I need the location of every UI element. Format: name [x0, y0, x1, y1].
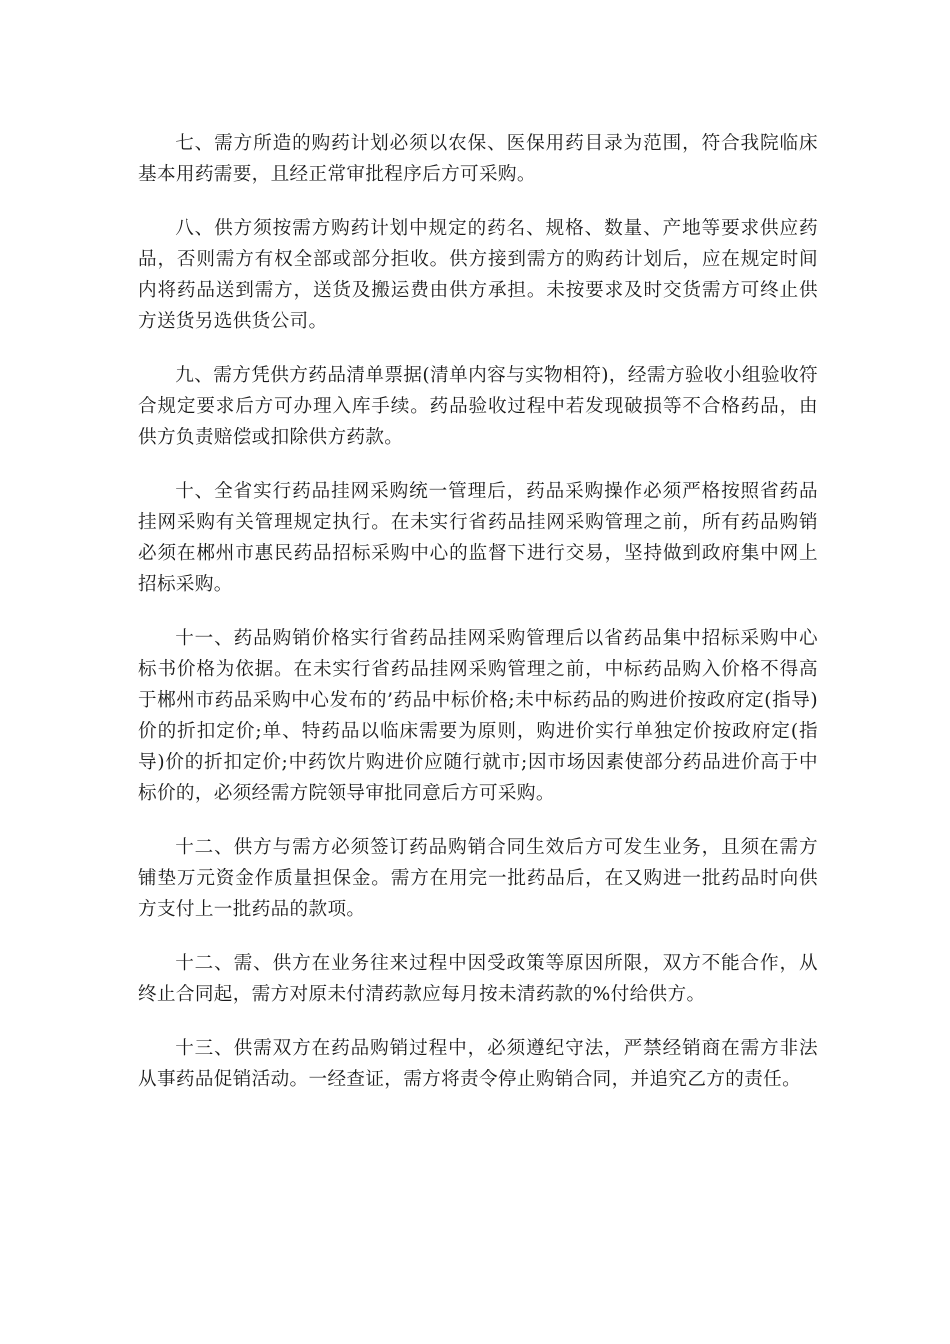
clause-13-paragraph: 十三、供需双方在药品购销过程中，必须遵纪守法，严禁经销商在需方非法从事药品促销活动。一经查证，需方将责令停止购销合同，并追究乙方的责任。	[138, 1038, 818, 1090]
clause-8-paragraph: 八、供方须按需方购药计划中规定的药名、规格、数量、产地等要求供应药品，否则需方有权全部或部分拒收。供方接到需方的购药计划后，应在规定时间内将药品送到需方，送货及搬运费由供方承担。未按要求及时交货需方可终止供方送货另选供货公司。	[138, 218, 818, 332]
document-body	[138, 128, 818, 1118]
clause-9-paragraph: 九、需方凭供方药品清单票据(清单内容与实物相符)，经需方验收小组验收符合规定要求后方可办理入库手续。药品验收过程中若发现破损等不合格药品，由供方负责赔偿或扣除供方药款。	[138, 365, 818, 448]
clause-7-paragraph: 七、需方所造的购药计划必须以农保、医保用药目录为范围，符合我院临床基本用药需要，且经正常审批程序后方可采购。	[138, 133, 818, 185]
clause-12b-paragraph: 十二、需、供方在业务往来过程中因受政策等原因所限，双方不能合作，从终止合同起，需方对原未付清药款应每月按未清药款的%付给供方。	[138, 953, 818, 1005]
clause-12-paragraph: 十二、供方与需方必须签订药品购销合同生效后方可发生业务，且须在需方铺垫万元资金作质量担保金。需方在用完一批药品后，在又购进一批药品时向供方支付上一批药品的款项。	[138, 837, 818, 920]
clause-10-paragraph: 十、全省实行药品挂网采购统一管理后，药品采购操作必须严格按照省药品挂网采购有关管理规定执行。在未实行省药品挂网采购管理之前，所有药品购销必须在郴州市惠民药品招标采购中心的监督下进行交易，坚持做到政府集中网上招标采购。	[138, 481, 818, 595]
clause-11-paragraph: 十一、药品购销价格实行省药品挂网采购管理后以省药品集中招标采购中心标书价格为依据。在未实行省药品挂网采购管理之前，中标药品购入价格不得高于郴州市药品采购中心发布的’药品中标价格;未中标药品的购进价按政府定(指导)价的折扣定价;单、特药品以临床需要为原则，购进价实行单独定价按政府定(指导)价的折扣定价;中药饮片购进价应随行就市;因市场因素使部分药品进价高于中标价的，必须经需方院领导审批同意后方可采购。	[138, 628, 818, 804]
